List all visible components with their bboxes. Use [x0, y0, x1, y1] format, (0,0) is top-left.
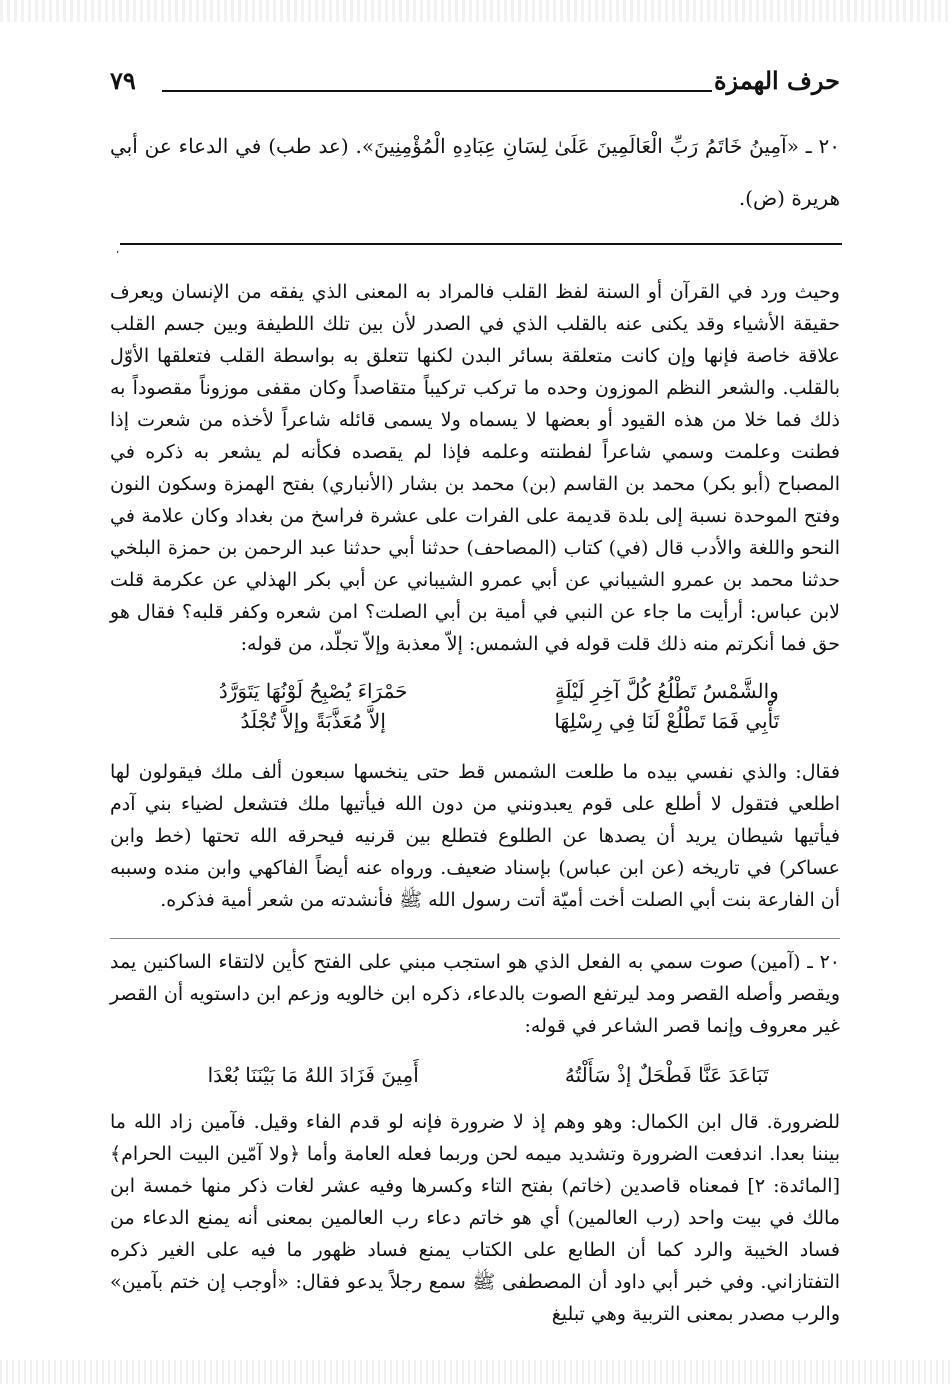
commentary-paragraph-3: [110, 946, 840, 1042]
commentary-text-4: للضرورة. قال ابن الكمال: وهو وهم إذ لا ضرورة فإنه لو قدم الفاء وقيل. فآمين زاد الله ما بيننا بعدا. اندفعت الضرورة وتشديد ميمه لحن وربما فعله العامة وأما ﴿ولا آمّين البيت الحرام﴾ [المائدة: ٢] فمعناه قاصدين (خاتم) بفتح التاء وكسرها وفيه عشر لغات ذكر منها خمسة ابن مالك في بيت واحد (رب العالمين) أي هو خاتم دعاء رب العالمين بمعنى أنه يمنع الدعاء من فساد الخيبة والرد كما أن الطابع على الكتاب يمنع فساد ظهور ما فيه على الغير ذكره التفتازاني. وفي خبر أبي داود أن المصطفى ﷺ سمع رجلاً يدعو فقال: «أوجب إن ختم بآمين» والرب مصدر بمعنى التربية وهي تبليغ: [110, 1111, 840, 1325]
main-hadith-text: ٢٠ ـ «آمِينُ خَاتَمُ رَبِّ الْعَالَمِينَ عَلَىٰ لِسَانِ عِبَادِهِ الْمُؤْمِنِينَ». (عد طب) في الدعاء عن أبي هريرة (ض).: [110, 134, 840, 210]
verse-hemistich-left: إلاَّ مُعَذَّبَةً وإلاَّ تُجْلَدُ: [240, 709, 386, 733]
verse-row: [150, 676, 830, 706]
verse-hemistich-right: تَبَاعَدَ عَنَّا فَطْحَلٌ إذْ سَأَلْتُهُ: [564, 1063, 769, 1087]
running-title: حرف الهمزة: [713, 66, 840, 95]
commentary-text-2: فقال: والذي نفسي بيده ما طلعت الشمس قط حتى ينخسها سبعون ألف ملك فيقولون لها اطلعي فتقول لا أطلع على قوم يعبدونني من دون الله فيأتيها ملك فتشعل لضياء بني آدم فيأتيها شيطان يريد أن يصدها عن الطلوع فتطلع بين قرنيه فيحرقه الله تحتها (خط وابن عساكر) في تاريخه (عن ابن عباس) بإسناد ضعيف. ورواه عنه أيضاً الفاكهي وابن منده وسببه أن الفارعة بنت أبي الصلت أخت أميّة أتت رسول الله ﷺ فأنشدته من شعر أمية فذكره.: [110, 761, 840, 911]
scan-edge-bottom: [0, 1360, 952, 1384]
verse-row: [150, 706, 830, 736]
poem-verse-1: [150, 676, 830, 736]
page-header: [110, 64, 840, 100]
page-number: ٧٩: [110, 66, 136, 95]
commentary-paragraph-4: [110, 1106, 840, 1330]
commentary-text-1: وحيث ورد في القرآن أو السنة لفظ القلب فالمراد به المعنى الذي يفقه من الإنسان ويعرف حقيقة الأشياء وقد يكنى عنه بالقلب الذي في الصدر لأن بين تلك اللطيفة وبين جسم القلب علاقة خاصة فإنها وإن كانت متعلقة بسائر البدن لكنها تتعلق به بواسطة القلب فتعلقها الأوّل بالقلب. والشعر النظم الموزون وحده ما تركب تركيباً متقاصداً وكان مقفى موزوناً مقصوداً به ذلك فما خلا من هذه القيود أو بعضها لا يسماه ولا يسمى قائله شاعراً لأخذه من شعرت إذا فطنت وعلمت وسمي شاعراً لفطنته وعلمه فإذا لم يقصده فكأنه لم يشعر به ذكره في المصباح (أبو بكر) محمد بن القاسم (بن) محمد بن بشار (الأنباري) بفتح الهمزة وسكون النون وفتح الموحدة نسبة إلى بلدة قديمة على الفرات على عشرة فراسخ من بغداد وكان علامة في النحو واللغة والأدب قال (في) كتاب (المصاحف) حدثنا أبي حدثنا عبد الرحمن بن حمزة البلخي حدثنا محمد بن عمرو الشيباني عن أبي عمرو الشيباني عن أبي بكر الهذلي عن عكرمة قلت لابن عباس: أرأيت ما جاء عن النبي في أمية بن أبي الصلت؟ امن شعره وكفر قلبه؟ فقال هو حق فما أنكرتم منه ذلك قلت قوله في الشمس: إلاّ معذبة وإلاّ تجلّد، من قوله:: [110, 281, 840, 655]
verse-hemistich-right: تَأْبِي فَمَا تَطْلُعْ لَنَا فِي رِسْلِهَا: [554, 709, 780, 733]
main-hadith-entry: [110, 120, 840, 224]
verse-hemistich-left: حَمْرَاءَ يُصْبِحُ لَوْنُهَا يَتَوَرَّدُ: [218, 679, 408, 703]
header-rule: [162, 90, 712, 92]
divider-mark: ،: [116, 245, 120, 256]
commentary-paragraph-1: [110, 276, 840, 660]
verse-hemistich-left: أَمِينَ فَزَادَ اللهُ مَا بَيْنَنَا بُعْدَا: [207, 1063, 419, 1087]
commentary-paragraph-2: [110, 756, 840, 916]
footnote-divider: [120, 243, 842, 245]
section-rule: [110, 938, 840, 939]
verse-row: [150, 1060, 830, 1090]
verse-hemistich-right: والشَّمْسُ تَطْلُعُ كُلَّ آخِرِ لَيْلَةٍ: [554, 679, 779, 703]
poem-verse-2: [150, 1060, 830, 1090]
commentary-text-3: ٢٠ ـ (آمين) صوت سمي به الفعل الذي هو استجب مبني على الفتح كأين لالتقاء الساكنين يمد ويقصر وأصله القصر ومد ليرتفع الصوت بالدعاء، ذكره ابن خالويه وزعم ابن داستويه أن القصر غير معروف وإنما قصر الشاعر في قوله:: [110, 951, 840, 1037]
scan-edge-top: [0, 0, 952, 22]
